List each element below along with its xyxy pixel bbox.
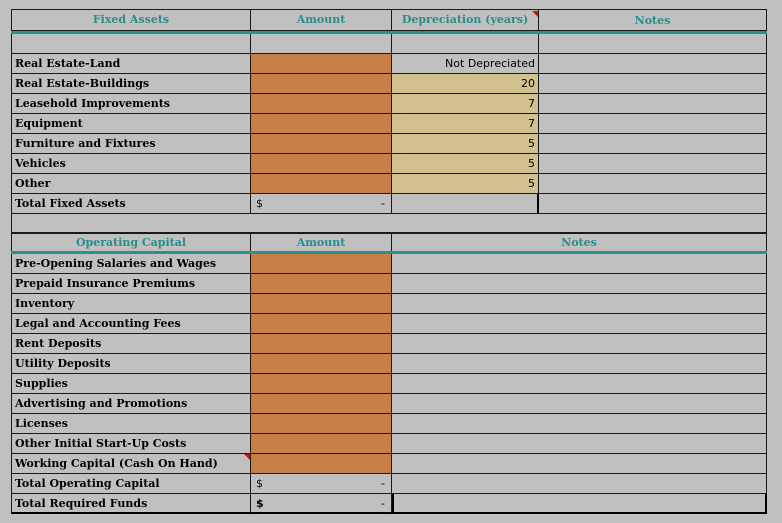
table-row [11, 134, 767, 154]
row-label[interactable]: Licenses [11, 414, 251, 434]
notes-cell[interactable] [539, 134, 767, 154]
blank-cell[interactable] [392, 194, 539, 214]
total-value: - [381, 497, 385, 510]
row-label[interactable]: Supplies [11, 374, 251, 394]
comment-marker-icon [532, 11, 538, 17]
amount-header[interactable]: Amount [251, 232, 392, 252]
row-label[interactable]: Utility Deposits [11, 354, 251, 374]
blank-cell[interactable] [392, 34, 539, 54]
table-row [11, 334, 767, 354]
currency-symbol: $ [256, 197, 263, 210]
currency-symbol: $ [256, 477, 263, 490]
table-row [11, 254, 767, 274]
amount-input[interactable] [251, 374, 392, 394]
row-label[interactable]: Pre-Opening Salaries and Wages [11, 254, 251, 274]
table-row [11, 434, 767, 454]
notes-cell[interactable] [392, 334, 767, 354]
notes-cell[interactable] [539, 54, 767, 74]
table-row [11, 454, 767, 474]
table-row [11, 374, 767, 394]
row-label[interactable]: Vehicles [11, 154, 251, 174]
notes-cell[interactable] [539, 94, 767, 114]
table-row [11, 294, 767, 314]
blank-cell[interactable] [11, 34, 251, 54]
notes-cell[interactable] [539, 154, 767, 174]
row-label[interactable]: Prepaid Insurance Premiums [11, 274, 251, 294]
notes-cell[interactable] [392, 314, 767, 334]
notes-cell[interactable] [539, 194, 767, 214]
depreciation-input[interactable]: 5 [392, 134, 539, 154]
amount-input[interactable] [251, 294, 392, 314]
row-label[interactable]: Leasehold Improvements [11, 94, 251, 114]
blank-cell[interactable] [11, 214, 767, 234]
table-row [11, 414, 767, 434]
row-label[interactable]: Working Capital (Cash On Hand) [11, 454, 251, 474]
operating-capital-header[interactable]: Operating Capital [11, 232, 251, 252]
row-label[interactable]: Inventory [11, 294, 251, 314]
row-label[interactable]: Real Estate-Land [11, 54, 251, 74]
total-value: - [381, 197, 385, 210]
amount-header[interactable]: Amount [251, 9, 392, 31]
amount-input[interactable] [251, 454, 392, 474]
total-required-funds-amount[interactable] [251, 494, 392, 514]
total-required-funds-row [11, 494, 767, 514]
blank-cell[interactable] [251, 34, 392, 54]
depreciation-input[interactable]: 7 [392, 94, 539, 114]
total-operating-capital-amount[interactable] [251, 474, 392, 494]
fixed-assets-header-row [11, 9, 767, 29]
notes-cell[interactable] [392, 414, 767, 434]
notes-cell[interactable] [392, 374, 767, 394]
notes-header[interactable]: Notes [392, 232, 767, 252]
table-row [11, 114, 767, 134]
notes-cell[interactable] [392, 454, 767, 474]
comment-marker-icon [244, 454, 250, 460]
table-row [11, 314, 767, 334]
total-fixed-assets-amount[interactable] [251, 194, 392, 214]
row-label[interactable]: Furniture and Fixtures [11, 134, 251, 154]
notes-cell[interactable] [392, 434, 767, 454]
row-label[interactable]: Real Estate-Buildings [11, 74, 251, 94]
table-row [11, 54, 767, 74]
table-row [11, 94, 767, 114]
row-label[interactable]: Other Initial Start-Up Costs [11, 434, 251, 454]
table-row [11, 74, 767, 94]
table-row [11, 174, 767, 194]
operating-capital-header-row [11, 232, 767, 252]
total-fixed-assets-row [11, 194, 767, 214]
amount-input[interactable] [251, 154, 392, 174]
blank-row [11, 34, 767, 54]
notes-cell[interactable] [392, 294, 767, 314]
amount-input[interactable] [251, 414, 392, 434]
notes-cell[interactable] [392, 474, 767, 494]
depreciation-input[interactable]: 5 [392, 154, 539, 174]
row-label[interactable]: Legal and Accounting Fees [11, 314, 251, 334]
total-fixed-assets-label[interactable]: Total Fixed Assets [11, 194, 251, 214]
currency-symbol: $ [256, 497, 264, 510]
total-operating-capital-row [11, 474, 767, 494]
notes-cell[interactable] [392, 274, 767, 294]
notes-cell[interactable] [539, 114, 767, 134]
notes-cell[interactable] [539, 74, 767, 94]
amount-input[interactable] [251, 94, 392, 114]
amount-input[interactable] [251, 354, 392, 374]
depreciation-input[interactable]: 20 [392, 74, 539, 94]
amount-input[interactable] [251, 434, 392, 454]
amount-input[interactable] [251, 314, 392, 334]
table-row [11, 394, 767, 414]
notes-cell[interactable] [392, 354, 767, 374]
fixed-assets-header[interactable]: Fixed Assets [11, 9, 251, 31]
amount-input[interactable] [251, 254, 392, 274]
total-value: - [381, 477, 385, 490]
depreciation-header[interactable]: Depreciation (years) [392, 9, 539, 31]
amount-input[interactable] [251, 54, 392, 74]
amount-input[interactable] [251, 334, 392, 354]
amount-input[interactable] [251, 174, 392, 194]
spacer-row [11, 214, 767, 234]
total-required-funds-label[interactable]: Total Required Funds [11, 494, 251, 514]
depreciation-input[interactable]: 5 [392, 174, 539, 194]
amount-input[interactable] [251, 274, 392, 294]
row-label[interactable]: Rent Deposits [11, 334, 251, 354]
blank-cell[interactable] [539, 34, 767, 54]
total-operating-capital-label[interactable]: Total Operating Capital [11, 474, 251, 494]
notes-cell[interactable] [539, 174, 767, 194]
table-row [11, 274, 767, 294]
depreciation-input[interactable]: 7 [392, 114, 539, 134]
row-label[interactable]: Equipment [11, 114, 251, 134]
notes-cell[interactable] [392, 394, 767, 414]
amount-input[interactable] [251, 134, 392, 154]
table-row [11, 354, 767, 374]
table-row [11, 154, 767, 174]
notes-cell[interactable] [392, 254, 767, 274]
amount-input[interactable] [251, 114, 392, 134]
notes-cell[interactable] [392, 494, 767, 514]
amount-input[interactable] [251, 74, 392, 94]
amount-input[interactable] [251, 394, 392, 414]
notes-header[interactable]: Notes [539, 9, 767, 31]
row-label[interactable]: Other [11, 174, 251, 194]
row-label[interactable]: Advertising and Promotions [11, 394, 251, 414]
depreciation-value[interactable]: Not Depreciated [392, 54, 539, 74]
